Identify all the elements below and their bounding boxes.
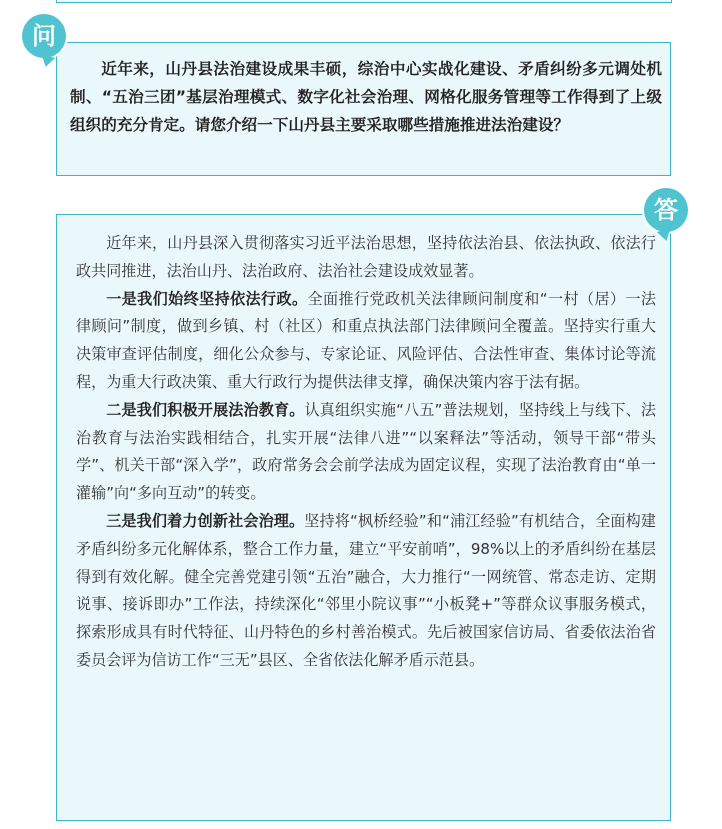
point-1-heading: 一是我们始终坚持依法行政。 (106, 289, 308, 308)
point-3-text: 坚持将“枫桥经验”和“浦江经验”有机结合，全面构建矛盾纠纷多元化解体系，整合工作力量，建立“平安前哨”，98%以上的矛盾纠纷在基层得到有效化解。健全完善党建引领“五治”融合，大力推行“一网统管、常态走访、定期说事、接诉即办”工作法，持续深化“邻里小院议事”“小板凳+”等群众议事服务模式，探索形成具有时代特征、山丹特色的乡村善治模式。先后被国家信访局、省委依法治省委员会评为信访工作“三无”县区、全省依法化解矛盾示范县。 (76, 511, 656, 669)
answer-badge: 答 (644, 188, 688, 232)
point-2-heading: 二是我们积极开展法治教育。 (106, 400, 305, 419)
answer-point-2 (76, 397, 656, 508)
answer-intro: 近年来，山丹县深入贯彻落实习近平法治思想，坚持依法治县、依法执政、依法行政共同推进，法治山丹、法治政府、法治社会建设成效显著。 (76, 234, 656, 280)
answer-point-3 (76, 508, 656, 675)
answer-point-1 (76, 286, 656, 397)
question-badge: 问 (22, 14, 66, 58)
point-1-text: 全面推行党政机关法律顾问制度和“一村（居）一法律顾问”制度，做到乡镇、村（社区）和重点执法部门法律顾问全覆盖。坚持实行重大决策审查评估制度，细化公众参与、专家论证、风险评估、合法性审查、集体讨论等流程，为重大行政决策、重大行政行为提供法律支撑，确保决策内容于法有据。 (76, 289, 656, 391)
answer-body (76, 230, 656, 675)
previous-box-edge (56, 0, 672, 3)
point-2-text: 认真组织实施“八五”普法规划，坚持线上与线下、法治教育与法治实践相结合，扎实开展“法律八进”“以案释法”等活动，领导干部“带头学”、机关干部“深入学”，政府常务会会前学法成为固定议程，实现了法治教育由“单一灌输”向“多向互动”的转变。 (76, 400, 656, 503)
point-3-heading: 三是我们着力创新社会治理。 (106, 511, 305, 530)
question-text: 近年来，山丹县法治建设成果丰硕，综治中心实战化建设、矛盾纠纷多元调处机制、“五治三团”基层治理模式、数字化社会治理、网格化服务管理等工作得到了上级组织的充分肯定。请您介绍一下山丹县主要采取哪些措施推进法治建设？ (70, 60, 662, 134)
